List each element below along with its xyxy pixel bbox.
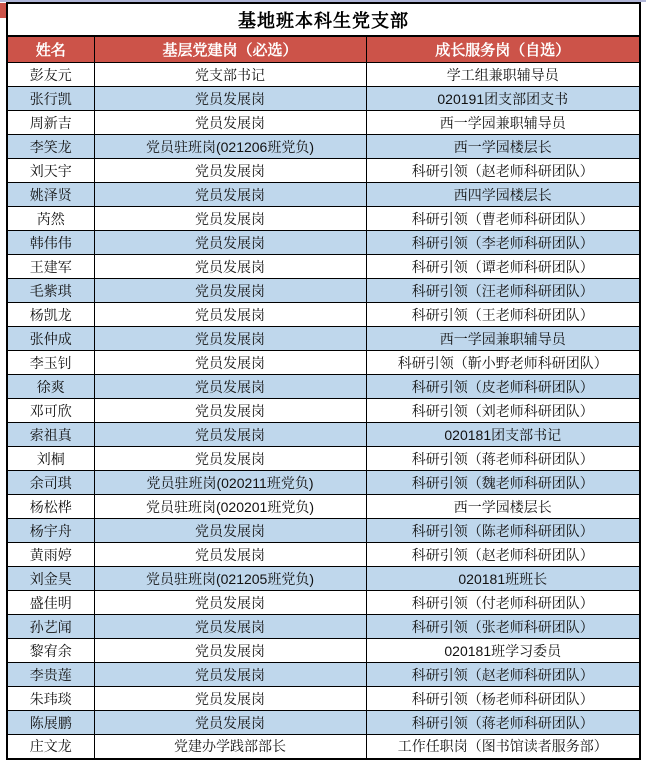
table-row xyxy=(7,639,640,663)
party-position-cell: 党建办学践部部长 xyxy=(94,735,366,759)
service-position-cell: 科研引领（李老师科研团队） xyxy=(366,231,640,255)
service-position-cell: 科研引领（汪老师科研团队） xyxy=(366,279,640,303)
table-head xyxy=(7,3,640,63)
party-branch-table xyxy=(6,2,641,760)
party-position-cell: 党员发展岗 xyxy=(94,231,366,255)
service-position-cell: 科研引领（刘老师科研团队） xyxy=(366,399,640,423)
service-position-cell: 工作任职岗（图书馆读者服务部） xyxy=(366,735,640,759)
table-row xyxy=(7,543,640,567)
service-position-cell: 西一学园兼职辅导员 xyxy=(366,327,640,351)
service-position-cell: 020181团支部书记 xyxy=(366,423,640,447)
party-position-cell: 党员发展岗 xyxy=(94,303,366,327)
party-position-cell: 党支部书记 xyxy=(94,63,366,87)
name-cell: 李玉钊 xyxy=(7,351,94,375)
name-cell: 刘桐 xyxy=(7,447,94,471)
table-row xyxy=(7,159,640,183)
name-cell: 黄雨婷 xyxy=(7,543,94,567)
name-cell: 王建军 xyxy=(7,255,94,279)
name-cell: 刘天宇 xyxy=(7,159,94,183)
table-row xyxy=(7,255,640,279)
party-position-cell: 党员驻班岗(020201班党负) xyxy=(94,495,366,519)
table-row xyxy=(7,423,640,447)
name-cell: 李贵莲 xyxy=(7,663,94,687)
service-position-cell: 科研引领（蒋老师科研团队） xyxy=(366,447,640,471)
name-cell: 姚泽贤 xyxy=(7,183,94,207)
table-row xyxy=(7,447,640,471)
title-row xyxy=(7,3,640,36)
party-position-cell: 党员发展岗 xyxy=(94,711,366,735)
party-position-cell: 党员发展岗 xyxy=(94,183,366,207)
service-position-cell: 西一学园兼职辅导员 xyxy=(366,111,640,135)
table-row xyxy=(7,663,640,687)
service-position-cell: 科研引领（赵老师科研团队） xyxy=(366,543,640,567)
party-position-cell: 党员驻班岗(021206班党负) xyxy=(94,135,366,159)
party-position-cell: 党员发展岗 xyxy=(94,279,366,303)
party-position-cell: 党员发展岗 xyxy=(94,591,366,615)
table-row xyxy=(7,327,640,351)
party-position-cell: 党员发展岗 xyxy=(94,207,366,231)
name-cell: 杨凯龙 xyxy=(7,303,94,327)
name-cell: 余司琪 xyxy=(7,471,94,495)
table-row xyxy=(7,567,640,591)
party-position-cell: 党员发展岗 xyxy=(94,663,366,687)
party-position-cell: 党员发展岗 xyxy=(94,639,366,663)
name-cell: 陈展鹏 xyxy=(7,711,94,735)
party-position-cell: 党员发展岗 xyxy=(94,423,366,447)
name-cell: 邓可欣 xyxy=(7,399,94,423)
party-position-cell: 党员发展岗 xyxy=(94,327,366,351)
service-position-cell: 西一学园楼层长 xyxy=(366,135,640,159)
service-position-cell: 西四学园楼层长 xyxy=(366,183,640,207)
name-cell: 黎宥余 xyxy=(7,639,94,663)
column-header-name: 姓名 xyxy=(7,36,94,63)
table-row xyxy=(7,87,640,111)
name-cell: 张仲成 xyxy=(7,327,94,351)
service-position-cell: 020181班学习委员 xyxy=(366,639,640,663)
party-position-cell: 党员驻班岗(020211班党负) xyxy=(94,471,366,495)
name-cell: 索祖真 xyxy=(7,423,94,447)
service-position-cell: 科研引领（付老师科研团队） xyxy=(366,591,640,615)
name-cell: 徐爽 xyxy=(7,375,94,399)
name-cell: 韩伟伟 xyxy=(7,231,94,255)
service-position-cell: 科研引领（张老师科研团队） xyxy=(366,615,640,639)
party-position-cell: 党员发展岗 xyxy=(94,687,366,711)
party-position-cell: 党员发展岗 xyxy=(94,111,366,135)
table-row xyxy=(7,135,640,159)
table-row xyxy=(7,687,640,711)
service-position-cell: 科研引领（魏老师科研团队） xyxy=(366,471,640,495)
service-position-cell: 科研引领（赵老师科研团队） xyxy=(366,663,640,687)
table-row xyxy=(7,231,640,255)
name-cell: 毛紫琪 xyxy=(7,279,94,303)
service-position-cell: 科研引领（陈老师科研团队） xyxy=(366,519,640,543)
name-cell: 朱玮琰 xyxy=(7,687,94,711)
table-row xyxy=(7,495,640,519)
service-position-cell: 科研引领（皮老师科研团队） xyxy=(366,375,640,399)
table-row xyxy=(7,183,640,207)
table-row xyxy=(7,471,640,495)
column-header-service-position: 成长服务岗（自选） xyxy=(366,36,640,63)
table-row xyxy=(7,519,640,543)
party-position-cell: 党员发展岗 xyxy=(94,615,366,639)
page-title: 基地班本科生党支部 xyxy=(7,3,640,36)
table-row xyxy=(7,279,640,303)
name-cell: 杨宇舟 xyxy=(7,519,94,543)
table-body xyxy=(7,63,640,759)
service-position-cell: 科研引领（蒋老师科研团队） xyxy=(366,711,640,735)
table-row xyxy=(7,63,640,87)
service-position-cell: 西一学园楼层长 xyxy=(366,495,640,519)
table-row xyxy=(7,735,640,759)
party-position-cell: 党员发展岗 xyxy=(94,87,366,111)
service-position-cell: 科研引领（赵老师科研团队） xyxy=(366,159,640,183)
service-position-cell: 020181班班长 xyxy=(366,567,640,591)
name-cell: 孙艺闻 xyxy=(7,615,94,639)
service-position-cell: 科研引领（靳小野老师科研团队） xyxy=(366,351,640,375)
table-row xyxy=(7,375,640,399)
party-position-cell: 党员发展岗 xyxy=(94,447,366,471)
party-position-cell: 党员发展岗 xyxy=(94,399,366,423)
party-position-cell: 党员发展岗 xyxy=(94,255,366,279)
service-position-cell: 科研引领（王老师科研团队） xyxy=(366,303,640,327)
name-cell: 李笑龙 xyxy=(7,135,94,159)
table-row xyxy=(7,615,640,639)
name-cell: 刘金昊 xyxy=(7,567,94,591)
party-position-cell: 党员发展岗 xyxy=(94,351,366,375)
table-row xyxy=(7,303,640,327)
table-row xyxy=(7,711,640,735)
header-row xyxy=(7,36,640,63)
name-cell: 杨松桦 xyxy=(7,495,94,519)
service-position-cell: 学工组兼职辅导员 xyxy=(366,63,640,87)
table-row xyxy=(7,351,640,375)
name-cell: 芮然 xyxy=(7,207,94,231)
table-row xyxy=(7,399,640,423)
service-position-cell: 科研引领（谭老师科研团队） xyxy=(366,255,640,279)
table-row xyxy=(7,111,640,135)
table-row xyxy=(7,591,640,615)
party-position-cell: 党员驻班岗(021205班党负) xyxy=(94,567,366,591)
service-position-cell: 科研引领（杨老师科研团队） xyxy=(366,687,640,711)
name-cell: 庄文龙 xyxy=(7,735,94,759)
table-row xyxy=(7,207,640,231)
party-position-cell: 党员发展岗 xyxy=(94,375,366,399)
name-cell: 盛佳明 xyxy=(7,591,94,615)
service-position-cell: 科研引领（曹老师科研团队） xyxy=(366,207,640,231)
party-position-cell: 党员发展岗 xyxy=(94,543,366,567)
name-cell: 彭友元 xyxy=(7,63,94,87)
column-header-party-position: 基层党建岗（必选） xyxy=(94,36,366,63)
service-position-cell: 020191团支部团支书 xyxy=(366,87,640,111)
party-position-cell: 党员发展岗 xyxy=(94,159,366,183)
name-cell: 张行凯 xyxy=(7,87,94,111)
party-position-cell: 党员发展岗 xyxy=(94,519,366,543)
name-cell: 周新吉 xyxy=(7,111,94,135)
